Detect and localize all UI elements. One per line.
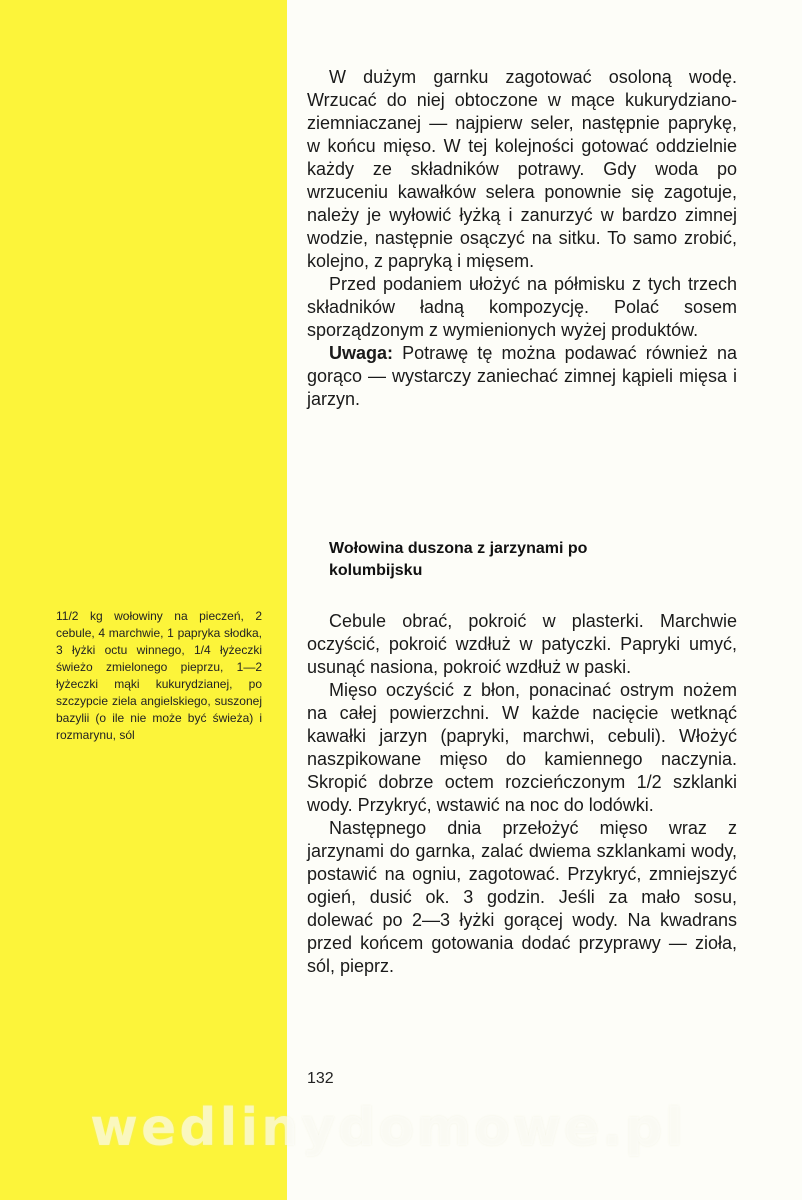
intro-note	[307, 342, 737, 411]
intro-paragraph-2: Przed podaniem ułożyć na półmisku z tych trzech składników ładną kompozycję. Polać sosem sporządzonym z wymienionych wyżej produktów.	[307, 274, 737, 340]
recipe-step-1: Cebule obrać, pokroić w plasterki. Marchwie oczyścić, pokroić wzdłuż w patyczki. Papryki umyć, usunąć nasiona, pokroić wzdłuż w paski.	[307, 611, 737, 677]
ingredients-list: 11/2 kg wołowiny na pieczeń, 2 cebule, 4 marchwie, 1 papryka słodka, 3 łyżki octu winnego, 1/4 łyżeczki świeżo zmielonego pieprzu, 1—2 łyżeczki mąki kukurydzianej, po szczypcie ziela angielskiego, suszonej bazylii (o ile nie może być świeża) i rozmarynu, sól	[56, 609, 262, 742]
intro-paragraph-1: W dużym garnku zagotować osoloną wodę. Wrzucać do niej obtoczone w mące kukurydziano-ziemniaczanej — najpierw seler, następnie paprykę, w końcu mięso. W tej kolejności gotować oddzielnie każdy ze składników potrawy. Gdy woda po wrzuceniu kawałków selera ponownie się zagotuje, należy je wyłowić łyżką i zanurzyć w bardzo zimnej wodzie, następnie osączyć na sitku. To samo zrobić, kolejno, z papryką i mięsem.	[307, 67, 737, 271]
page-number: 132	[307, 1070, 334, 1087]
watermark: wedlinydomowe.pl	[90, 1098, 687, 1158]
note-label: Uwaga:	[329, 343, 394, 363]
recipe-step-2: Mięso oczyścić z błon, ponacinać ostrym nożem na całej powierzchni. W każde nacięcie wetknąć kawałki jarzyn (papryki, marchwi, cebuli). Włożyć naszpikowane mięso do kamiennego naczynia. Skropić dobrze octem rozcieńczonym 1/2 szklanki wody. Przykryć, wstawić na noc do lodówki.	[307, 680, 737, 815]
intro-text-block	[307, 66, 737, 411]
recipe-title: Wołowina duszona z jarzynami po kolumbijsku	[329, 540, 588, 579]
yellow-margin-band	[0, 0, 287, 1200]
recipe-step-3: Następnego dnia przełożyć mięso wraz z jarzynami do garnka, zalać dwiema szklankami wody, postawić na ogniu, zagotować. Przykryć, zmniejszyć ogień, dusić ok. 3 godzin. Jeśli za mało sosu, dolewać po 2—3 łyżki gorącej wody. Na kwadrans przed końcem gotowania dodać przyprawy — zioła, sól, pieprz.	[307, 818, 737, 976]
note-text: Potrawę tę można podawać również na gorąco — wystarczy zaniechać zimnej kąpieli mięsa i jarzyn.	[307, 343, 737, 409]
recipe-steps-block	[307, 610, 737, 978]
